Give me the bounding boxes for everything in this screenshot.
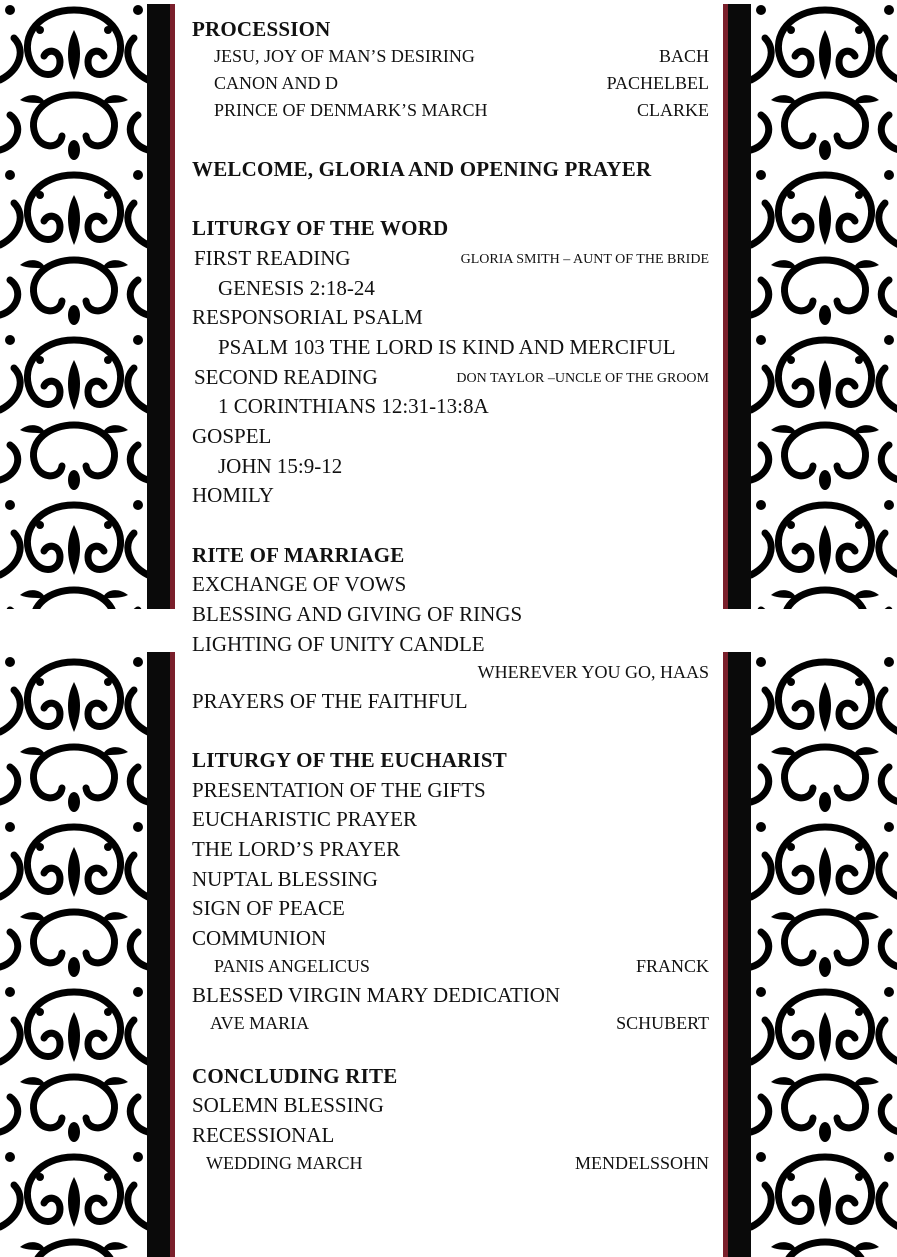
second-reading-label: SECOND READING (194, 365, 378, 389)
mary-song-title: AVE MARIA (210, 1013, 310, 1033)
first-reading-passage: GENESIS 2:18-24 (218, 276, 375, 300)
eucharistic-prayer-label: EUCHARISTIC PRAYER (192, 807, 418, 831)
left-accent-stripe-bottom (170, 652, 175, 1257)
mary-song-composer: SCHUBERT (616, 1013, 709, 1033)
gospel-label: GOSPEL (192, 424, 272, 448)
recessional-song-composer: MENDELSSOHN (574, 1153, 709, 1173)
gifts-label: PRESENTATION OF THE GIFTS (192, 778, 486, 802)
marriage-heading: RITE OF MARRIAGE (192, 543, 405, 567)
gospel-passage: JOHN 15:9-12 (218, 454, 343, 478)
vows-label: EXCHANGE OF VOWS (192, 572, 407, 596)
damask-panel-bottom-right (751, 652, 897, 1257)
sign-of-peace-label: SIGN OF PEACE (192, 896, 345, 920)
prayers-faithful-label: PRAYERS OF THE FAITHFUL (192, 689, 468, 713)
mary-dedication-label: BLESSED VIRGIN MARY DEDICATION (192, 983, 561, 1007)
procession-piece-2-title: CANON AND D (214, 73, 339, 93)
nuptial-blessing-label: NUPTAL BLESSING (192, 867, 378, 891)
eucharist-heading: LITURGY OF THE EUCHARIST (192, 748, 508, 772)
second-reading-passage: 1 CORINTHIANS 12:31-13:8A (218, 394, 489, 418)
solemn-blessing-label: SOLEMN BLESSING (192, 1093, 384, 1117)
rings-label: BLESSING AND GIVING OF RINGS (192, 602, 523, 626)
procession-piece-1-composer: BACH (658, 46, 709, 66)
right-divider-bar-bottom (728, 652, 751, 1257)
left-accent-stripe-top (170, 4, 175, 609)
unity-candle-song: WHEREVER YOU GO, HAAS (477, 662, 709, 682)
recessional-song-title: WEDDING MARCH (206, 1153, 363, 1173)
unity-candle-label: LIGHTING OF UNITY CANDLE (192, 632, 485, 656)
damask-panel-top-right (751, 0, 897, 609)
damask-panel-bottom-left (0, 652, 147, 1257)
first-reader-name: GLORIA SMITH – AUNT OF THE BRIDE (460, 252, 709, 267)
damask-panel-top-left (0, 0, 147, 609)
procession-piece-1-title: JESU, JOY OF MAN’S DESIRING (214, 46, 475, 66)
second-reader-name: DON TAYLOR –UNCLE OF THE GROOM (456, 371, 709, 386)
word-heading: LITURGY OF THE WORD (192, 216, 449, 240)
procession-heading: PROCESSION (192, 17, 331, 41)
communion-song-title: PANIS ANGELICUS (214, 956, 370, 976)
procession-piece-3-title: PRINCE OF DENMARK’S MARCH (214, 100, 488, 120)
concluding-heading: CONCLUDING RITE (192, 1064, 398, 1088)
left-divider-bar-top (147, 4, 170, 609)
homily-label: HOMILY (192, 483, 274, 507)
welcome-heading: WELCOME, GLORIA AND OPENING PRAYER (192, 157, 652, 181)
procession-piece-2-composer: PACHELBEL (606, 73, 709, 93)
procession-piece-3-composer: CLARKE (637, 100, 709, 120)
first-reading-label: FIRST READING (194, 246, 351, 270)
communion-song-composer: FRANCK (635, 956, 709, 976)
left-divider-bar-bottom (147, 652, 170, 1257)
communion-label: COMMUNION (192, 926, 327, 950)
psalm-label: RESPONSORIAL PSALM (192, 305, 423, 329)
psalm-text: PSALM 103 THE LORD IS KIND AND MERCIFUL (218, 335, 676, 359)
recessional-label: RECESSIONAL (192, 1123, 335, 1147)
right-divider-bar-top (728, 4, 751, 609)
lords-prayer-label: THE LORD’S PRAYER (192, 837, 401, 861)
